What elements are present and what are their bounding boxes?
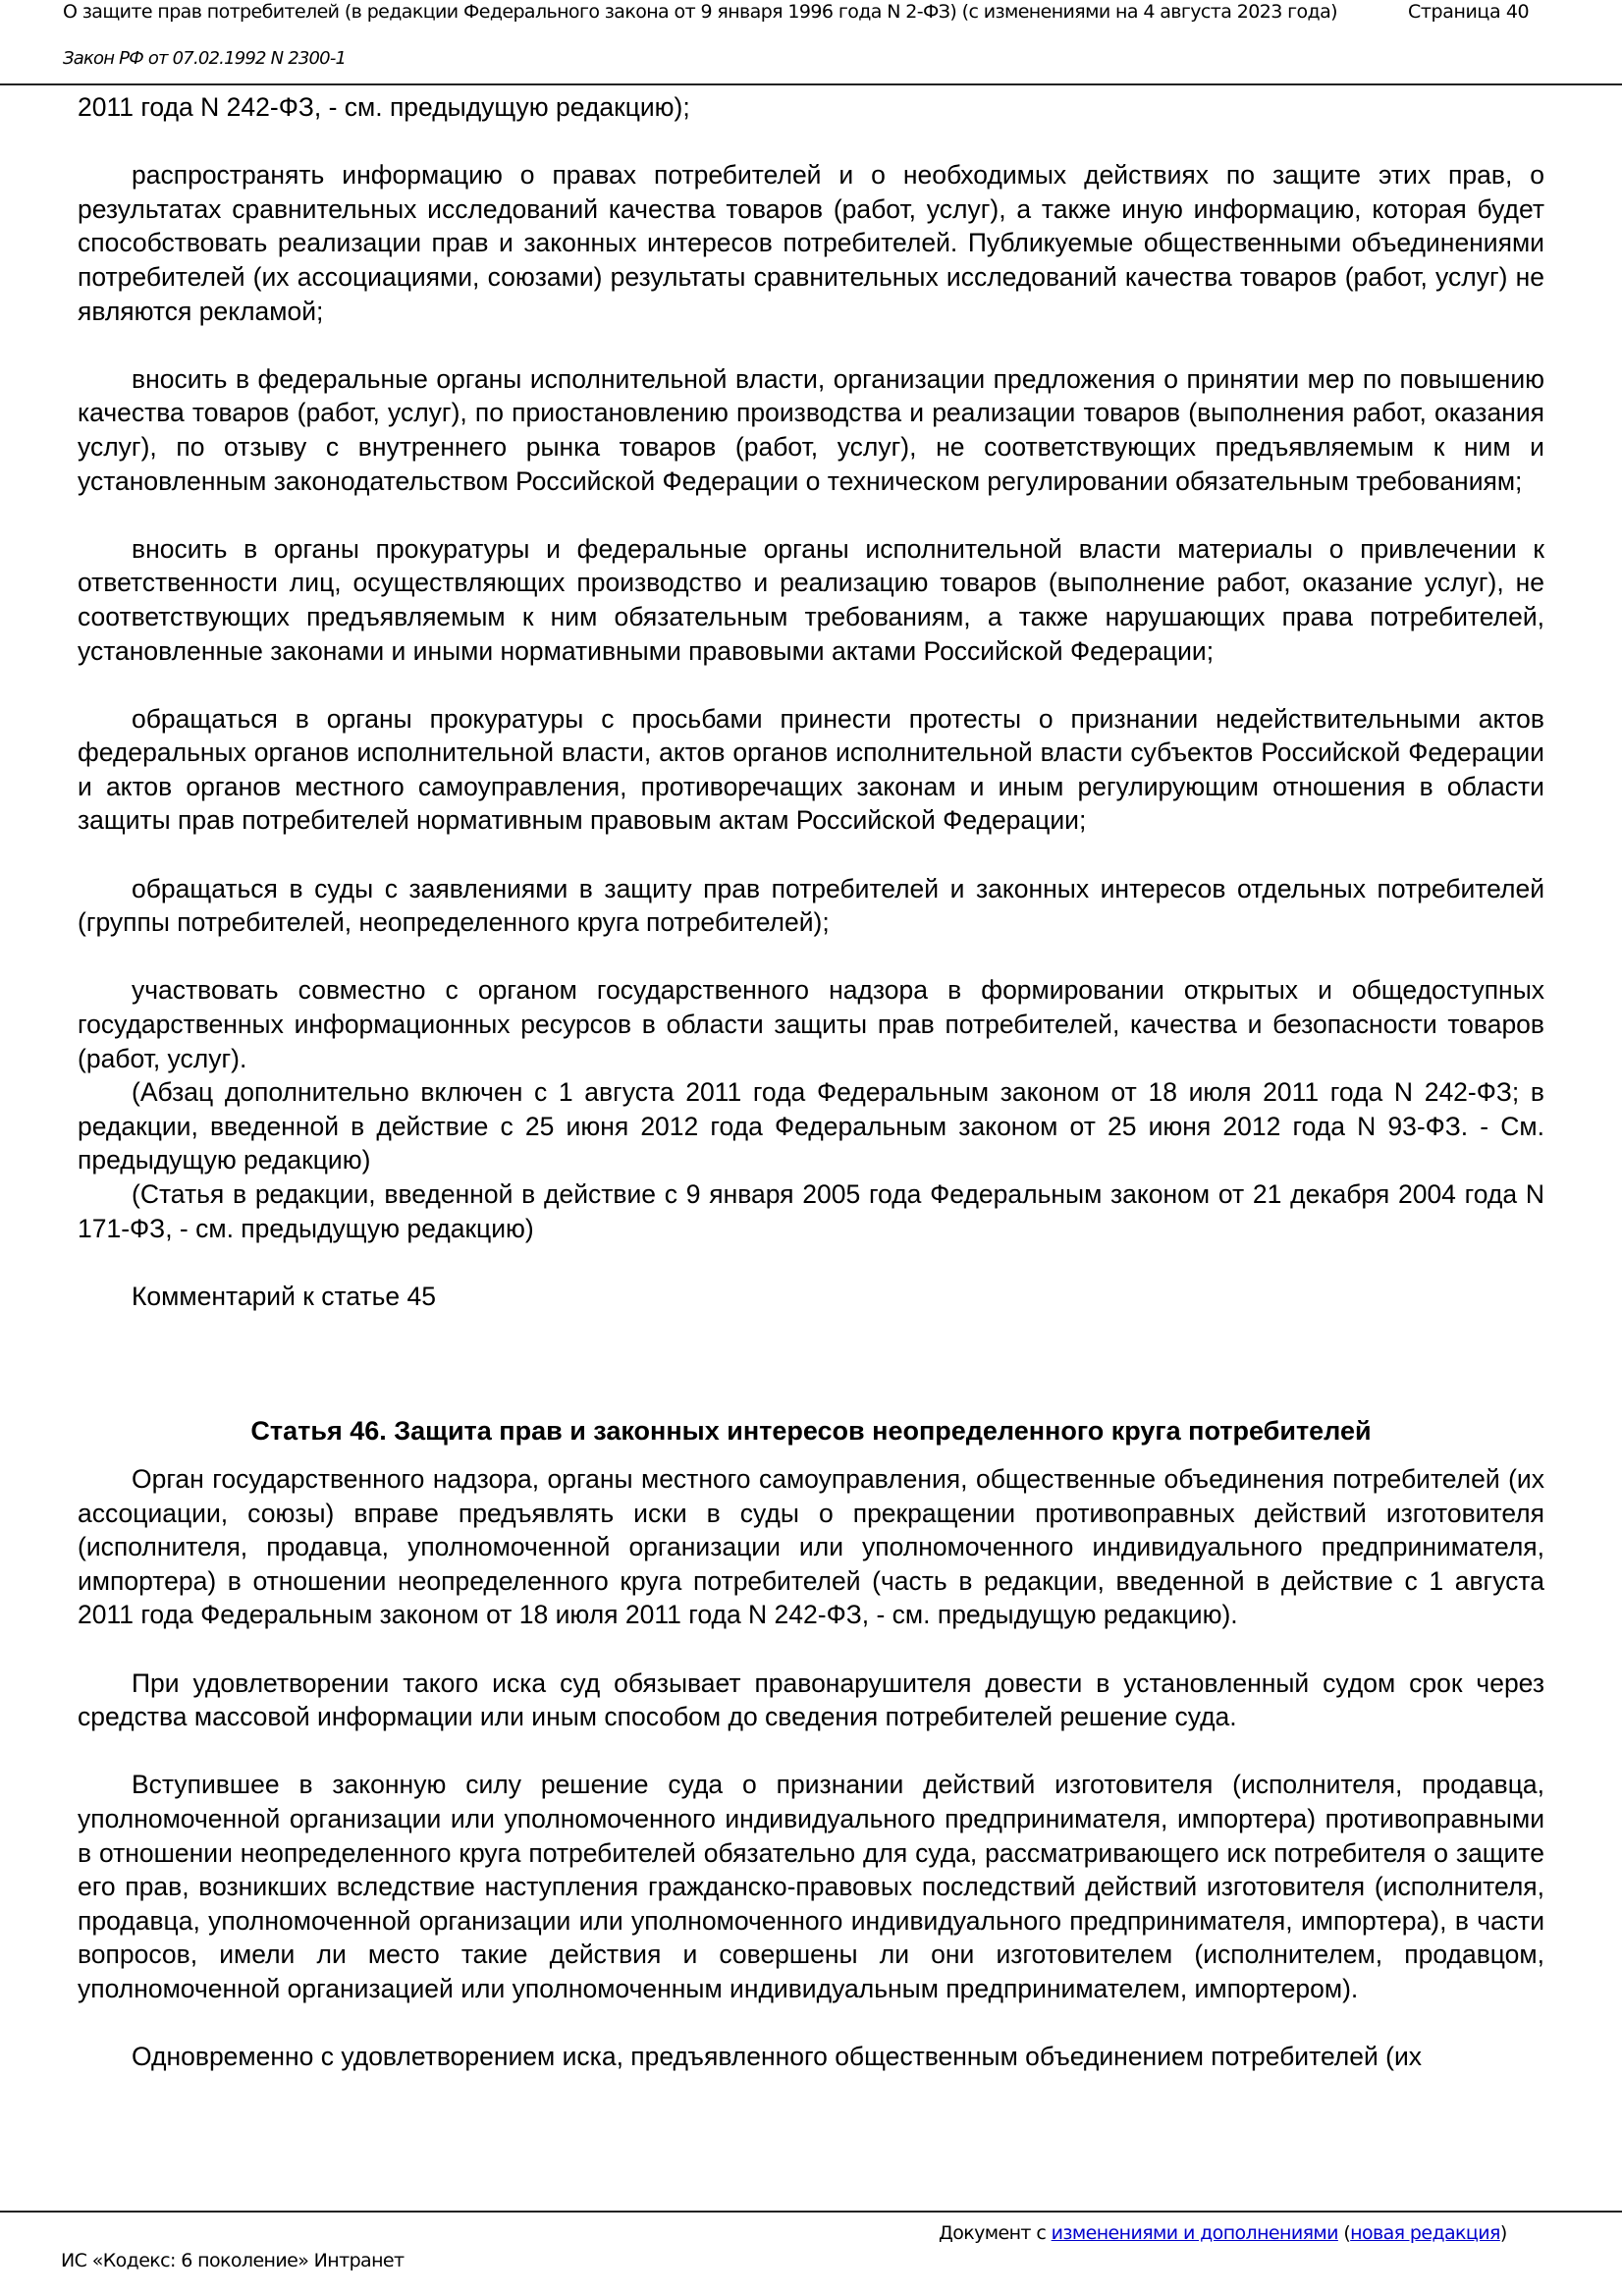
article-paragraph: Орган государственного надзора, органы местного самоуправления, общественные объединения потребителей (их ассоциации, союзы) вправе предъявлять иски в суды о прекращении противоправных действий изготовителя (исполнителя, продавца, уполномоченной организации или уполномоченного индивидуального предпринимателя, импортера) в отношении неопределенного круга потребителей (часть в редакции, введенной в действие с 1 августа 2011 года Федеральным законом от 18 июля 2011 года N 242-ФЗ, - см. предыдущую редакцию). <box>78 1463 1544 1630</box>
article-paragraph: Одновременно с удовлетворением иска, предъявленного общественным объединением потребителей (их <box>132 2042 1423 2072</box>
paren-open: ( <box>1337 2222 1351 2244</box>
system-name: ИС «Кодекс: 6 поколение» Интранет <box>61 2250 405 2271</box>
article-46-title: Статья 46. Защита прав и законных интересов неопределенного круга потребителей <box>250 1416 1372 1447</box>
paragraph: участвовать совместно с органом государственного надзора в формировании открытых и общедоступных государственных информационных ресурсов в области защиты прав потребителей, качества и безопасности товаров (работ, услуг). <box>78 975 1544 1073</box>
amendment-note: (Статья в редакции, введенной в действие с 9 января 2005 года Федеральным законом от 21 декабря 2004 года N 171-ФЗ, - см. предыдущую редакцию) <box>78 1179 1544 1243</box>
paragraph: обращаться в суды с заявлениями в защиту прав потребителей и законных интересов отдельных потребителей (группы потребителей, неопределенного круга потребителей); <box>78 873 1544 938</box>
article-paragraph: При удовлетворении такого иска суд обязывает правонарушителя довести в установленный судом срок через средства массовой информации или иным способом до сведения потребителей решение суда. <box>78 1667 1544 1732</box>
paren-close: ) <box>1499 2222 1507 2244</box>
paragraph: вносить в федеральные органы исполнительной власти, организации предложения о принятии мер по повышению качества товаров (работ, услуг), по приостановлению производства и реализации товаров (выполнения работ, оказания услуг), по отзыву с внутреннего рынка товаров (работ, услуг), не соответствующих предъявляемым к ним и установленным законодательством Российской Федерации о техническом регулировании обязательным требованиям; <box>78 363 1544 496</box>
paragraph: вносить в органы прокуратуры и федеральные органы исполнительной власти материалы о привлечении к ответственности лиц, осуществляющих производство и реализацию товаров (выполнение работ, оказание услуг), не соответствующих предъявляемым к ним обязательным требованиям, а также нарушающих права потребителей, установленные законами и иными нормативными правовыми актами Российской Федерации; <box>78 533 1544 666</box>
document-title: О защите прав потребителей (в редакции Федерального закона от 9 января 1996 года N 2-ФЗ) (с изменениями на 4 августа 2023 года) <box>63 1 1337 23</box>
document-body <box>78 90 1544 2074</box>
document-subtitle: Закон РФ от 07.02.1992 N 2300-1 <box>63 48 347 69</box>
article-45-comment-link[interactable]: Комментарий к статье 45 <box>132 1281 436 1311</box>
page-header <box>0 0 1622 84</box>
revision-prefix: Документ с <box>939 2222 1052 2244</box>
changes-link[interactable]: изменениями и дополнениями <box>1051 2222 1338 2244</box>
paragraph: распространять информацию о правах потребителей и о необходимых действиях по защите этих прав, о результатах сравнительных исследований качества товаров (работ, услуг), а также иную информацию, которая будет способствовать реализации прав и законных интересов потребителей. Публикуемые общественными объединениями потребителей (их ассоциациями, союзами) результаты сравнительных исследований качества товаров (работ, услуг) не являются рекламой; <box>78 160 1544 326</box>
paragraph: обращаться в органы прокуратуры с просьбами принести протесты о признании недействительными актов федеральных органов исполнительной власти, актов органов исполнительной власти субъектов Российской Федерации и актов органов местного самоуправления, противоречащих законам и иным регулирующим отношения в области защиты прав потребителей нормативным правовым актам Российской Федерации; <box>78 703 1544 836</box>
document-revision-info <box>939 2221 1507 2245</box>
amendment-note: (Абзац дополнительно включен с 1 августа 2011 года Федеральным законом от 18 июля 2011 года N 242-ФЗ; в редакции, введенной в действие с 25 июня 2012 года Федеральным законом от 25 июня 2012 года N 93-ФЗ. - См. предыдущую редакцию) <box>78 1077 1544 1175</box>
header-divider <box>0 83 1622 85</box>
new-edition-link[interactable]: новая редакция <box>1350 2222 1500 2244</box>
continuation-text: 2011 года N 242-ФЗ, - см. предыдущую редакцию); <box>78 92 690 122</box>
article-paragraph: Вступившее в законную силу решение суда о признании действий изготовителя (исполнителя, продавца, уполномоченной организации или уполномоченного индивидуального предпринимателя, импортера) противоправными в отношении неопределенного круга потребителей обязательно для суда, рассматривающего иск потребителя о защите его прав, возникших вследствие наступления гражданско-правовых последствий действий изготовителя (исполнителя, продавца, уполномоченной организации или уполномоченного индивидуального предпринимателя, импортера), в части вопросов, имели ли место такие действия и совершены ли они изготовителем (исполнителем, продавцом, уполномоченной организацией или уполномоченным индивидуальным предпринимателем, импортером). <box>78 1770 1544 2003</box>
page-number: Страница 40 <box>1408 1 1530 23</box>
footer-divider <box>0 2211 1622 2213</box>
